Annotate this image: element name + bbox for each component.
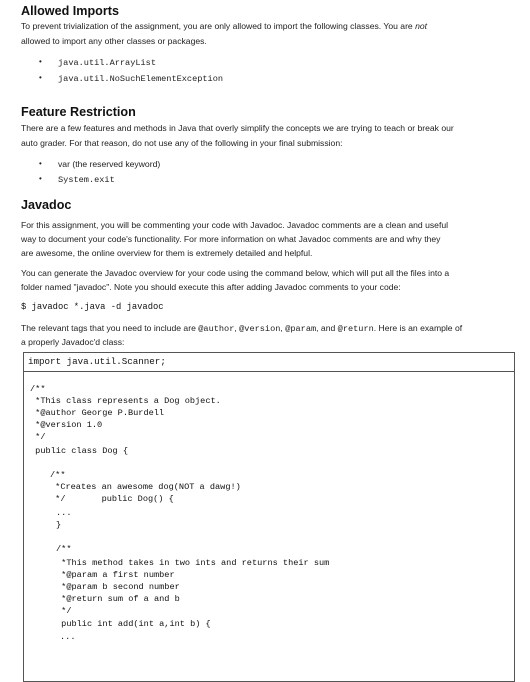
javadoc-heading: Javadoc [21, 198, 72, 212]
list-item [21, 71, 223, 87]
javadoc-command: $ javadoc *.java -d javadoc [21, 302, 164, 312]
code-line: *@version 1.0 [30, 420, 103, 430]
code-line: */ [30, 432, 46, 442]
allowed-imports-list [21, 55, 223, 86]
restriction-item: var (the reserved keyword) [58, 159, 161, 169]
javadoc-para2-line1: You can generate the Javadoc overview for your code using the command below, which will put all the files into a [21, 268, 450, 278]
code-line: */ public Dog() { [50, 494, 174, 504]
code-line: *@return sum of a and b [56, 594, 180, 604]
code-line: /** [50, 470, 66, 480]
feature-restriction-intro-line2: auto grader. For that reason, do not use any of the following in your final submission: [21, 138, 343, 148]
tag-author: @author [198, 324, 235, 334]
javadoc-para2-line2: folder named "javadoc". Note you should execute this after adding Javadoc comments to your code: [21, 282, 401, 292]
code-line: */ [56, 606, 72, 616]
separator: , [234, 323, 240, 333]
intro-text: To prevent trivialization of the assignment, you are only allowed to import the following classes. You are [21, 21, 416, 31]
tag-version: @version [239, 324, 281, 334]
intro-emphasis: not [415, 21, 428, 31]
code-line: *This method takes in two ints and returns their sum [56, 558, 330, 568]
feature-restriction-heading: Feature Restriction [21, 105, 136, 119]
tags-outro: . Here is an example of [373, 323, 463, 333]
bullet-icon: • [39, 72, 42, 82]
javadoc-para3-line1 [21, 321, 462, 336]
allowed-imports-intro-line2: allowed to import any other classes or packages. [21, 36, 207, 46]
tags-intro: The relevant tags that you need to include are [21, 323, 199, 333]
code-line: /** [56, 544, 72, 554]
feature-restriction-intro-line1: There are a few features and methods in Java that overly simplify the concepts we are trying to teach or break our [21, 123, 454, 133]
tag-param: @param [285, 324, 317, 334]
bullet-icon: • [39, 159, 42, 168]
code-example-box [23, 352, 515, 682]
code-line: *@author George P.Burdell [30, 408, 165, 418]
allowed-imports-heading: Allowed Imports [21, 4, 119, 18]
code-import-line: import java.util.Scanner; [24, 353, 514, 372]
code-line: } [56, 520, 62, 530]
bullet-icon: • [39, 57, 42, 66]
list-item [21, 55, 223, 71]
separator: , [280, 323, 286, 333]
javadoc-para1-line1: For this assignment, you will be commenting your code with Javadoc. Javadoc comments are a clean and useful [21, 220, 449, 230]
code-line: *Creates an awesome dog(NOT a dawg!) [50, 482, 241, 492]
tag-return: @return [337, 324, 374, 334]
bullet-icon: • [39, 173, 42, 183]
import-item: java.util.ArrayList [58, 58, 156, 68]
javadoc-para1-line2: way to document your code's functionality. For more information on what Javadoc comments are and why they [21, 234, 441, 244]
code-line: *@param a first number [56, 570, 175, 580]
list-item [21, 157, 160, 172]
separator: , and [316, 323, 338, 333]
import-item: java.util.NoSuchElementException [58, 73, 224, 84]
javadoc-para1-line3: are awesome, the online overview for them is extremely detailed and helpful. [21, 248, 313, 258]
allowed-imports-intro-line1 [21, 19, 427, 33]
code-line: /** [30, 384, 46, 394]
code-line: *This class represents a Dog object. [30, 396, 221, 406]
code-line: public int add(int a,int b) { [56, 619, 211, 629]
restriction-item: System.exit [58, 174, 115, 185]
code-line: ... [60, 632, 76, 642]
feature-restriction-list [21, 157, 160, 187]
code-line: *@param b second number [56, 582, 180, 592]
list-item [21, 172, 160, 188]
code-line: ... [56, 508, 72, 518]
code-line: public class Dog { [30, 446, 128, 456]
javadoc-para3-line2: a properly Javadoc'd class: [21, 337, 125, 347]
